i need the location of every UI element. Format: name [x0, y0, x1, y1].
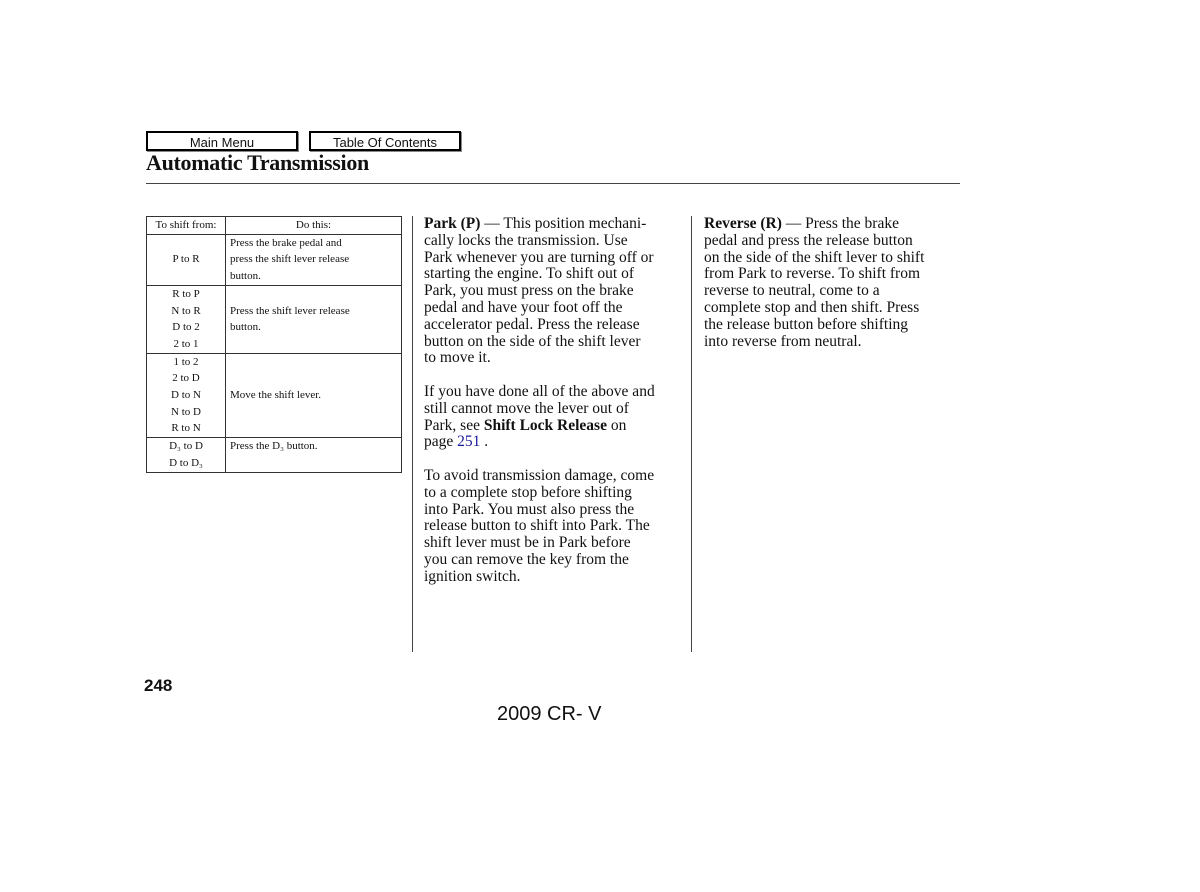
text-fragment: Park, see — [424, 416, 484, 434]
park-heading: Park (P) — [424, 215, 481, 232]
text-line: To avoid transmission damage, come — [424, 466, 655, 484]
action-line: press the shift lever release — [230, 253, 350, 266]
shift-from-cell — [147, 285, 226, 353]
header-do-this: Do this: — [226, 217, 402, 235]
em-dash: — — [781, 215, 806, 232]
text-line: Park, you must press on the brake — [424, 282, 634, 300]
text-line: shift lever must be in Park before — [424, 534, 631, 552]
shift-from-cell — [147, 234, 226, 285]
text-line: Park whenever you are turning off or — [424, 248, 654, 266]
action-line: Move the shift lever. — [230, 389, 322, 402]
page-title: Automatic Transmission — [146, 150, 369, 175]
park-paragraph-1 — [424, 216, 686, 367]
text-fragment: page — [424, 433, 458, 451]
shift-from-line: N to R — [171, 304, 201, 317]
table-row — [147, 285, 402, 353]
text-line: ignition switch. — [424, 567, 521, 585]
column-divider — [412, 216, 413, 652]
model-label: 2009 CR- V — [497, 703, 602, 725]
table-header-row — [147, 217, 402, 235]
reverse-paragraph — [704, 216, 960, 350]
park-paragraph-3 — [424, 468, 686, 586]
action-line: Press the D₃ button. — [230, 440, 318, 453]
page-number: 248 — [144, 676, 173, 695]
header-shift-from: To shift from: — [147, 217, 226, 235]
text-line: accelerator pedal. Press the release — [424, 315, 640, 333]
text-line: This position mechani- — [503, 215, 647, 232]
text-line: reverse to neutral, come to a — [704, 282, 880, 300]
action-cell — [226, 234, 402, 285]
shift-from-line: 1 to 2 — [173, 355, 199, 368]
shift-lock-release-ref: Shift Lock Release — [483, 416, 607, 434]
action-line: Press the shift lever release — [230, 304, 350, 317]
action-cell — [226, 438, 402, 472]
text-line: complete stop and then shift. Press — [704, 298, 920, 316]
text-line: into Park. You must also press the — [424, 500, 635, 518]
shift-from-cell — [147, 438, 226, 472]
shift-from-line: D to 2 — [172, 321, 200, 334]
column-divider — [691, 216, 692, 652]
text-line: into reverse from neutral. — [704, 332, 862, 350]
park-section — [424, 216, 686, 602]
action-line: button. — [230, 270, 261, 283]
text-line: button on the side of the shift lever — [424, 332, 641, 350]
text-line: you can remove the key from the — [424, 550, 629, 568]
shift-from-line: 2 to D — [172, 372, 200, 385]
shift-from-line: P to R — [172, 253, 200, 266]
text-line: pedal and have your foot off the — [424, 298, 623, 316]
text-line: on the side of the shift lever to shift — [704, 248, 925, 266]
table-row — [147, 438, 402, 472]
text-line: to a complete stop before shifting — [424, 483, 632, 501]
table-of-contents-button[interactable]: Table Of Contents — [309, 131, 461, 151]
title-divider — [146, 183, 960, 184]
text-line: the release button before shifting — [704, 315, 909, 333]
shift-from-line: D to N — [171, 389, 201, 402]
text-fragment: on — [606, 416, 627, 434]
reverse-section — [704, 216, 960, 367]
shift-from-line: R to P — [172, 287, 200, 300]
action-line: Press the brake pedal and — [230, 236, 342, 249]
action-cell — [226, 285, 402, 353]
reverse-heading: Reverse (R) — [704, 215, 782, 232]
action-line: button. — [230, 321, 261, 334]
action-cell — [226, 353, 402, 438]
text-line: Press the brake — [805, 215, 899, 232]
shift-from-line: D to D₃ — [169, 456, 203, 469]
shift-from-line: D₃ to D — [169, 440, 203, 453]
text-line: to move it. — [424, 349, 491, 367]
table-row — [147, 234, 402, 285]
table-row — [147, 353, 402, 438]
text-line: release button to shift into Park. The — [424, 517, 650, 535]
text-line: cally locks the transmission. Use — [424, 231, 628, 249]
shift-from-line: R to N — [171, 422, 201, 435]
shift-from-cell — [147, 353, 226, 438]
text-line: If you have done all of the above and — [424, 382, 655, 400]
shift-from-line: 2 to 1 — [173, 337, 199, 350]
shift-table — [146, 216, 402, 473]
text-fragment: . — [480, 433, 489, 451]
main-menu-button[interactable]: Main Menu — [146, 131, 298, 151]
text-line: starting the engine. To shift out of — [424, 265, 634, 283]
page-251-link[interactable]: 251 — [457, 433, 481, 451]
text-line: from Park to reverse. To shift from — [704, 265, 921, 283]
text-line: pedal and press the release button — [704, 231, 913, 249]
park-paragraph-2 — [424, 384, 686, 451]
text-line: still cannot move the lever out of — [424, 399, 629, 417]
shift-from-line: N to D — [171, 405, 201, 418]
em-dash: — — [480, 215, 504, 232]
